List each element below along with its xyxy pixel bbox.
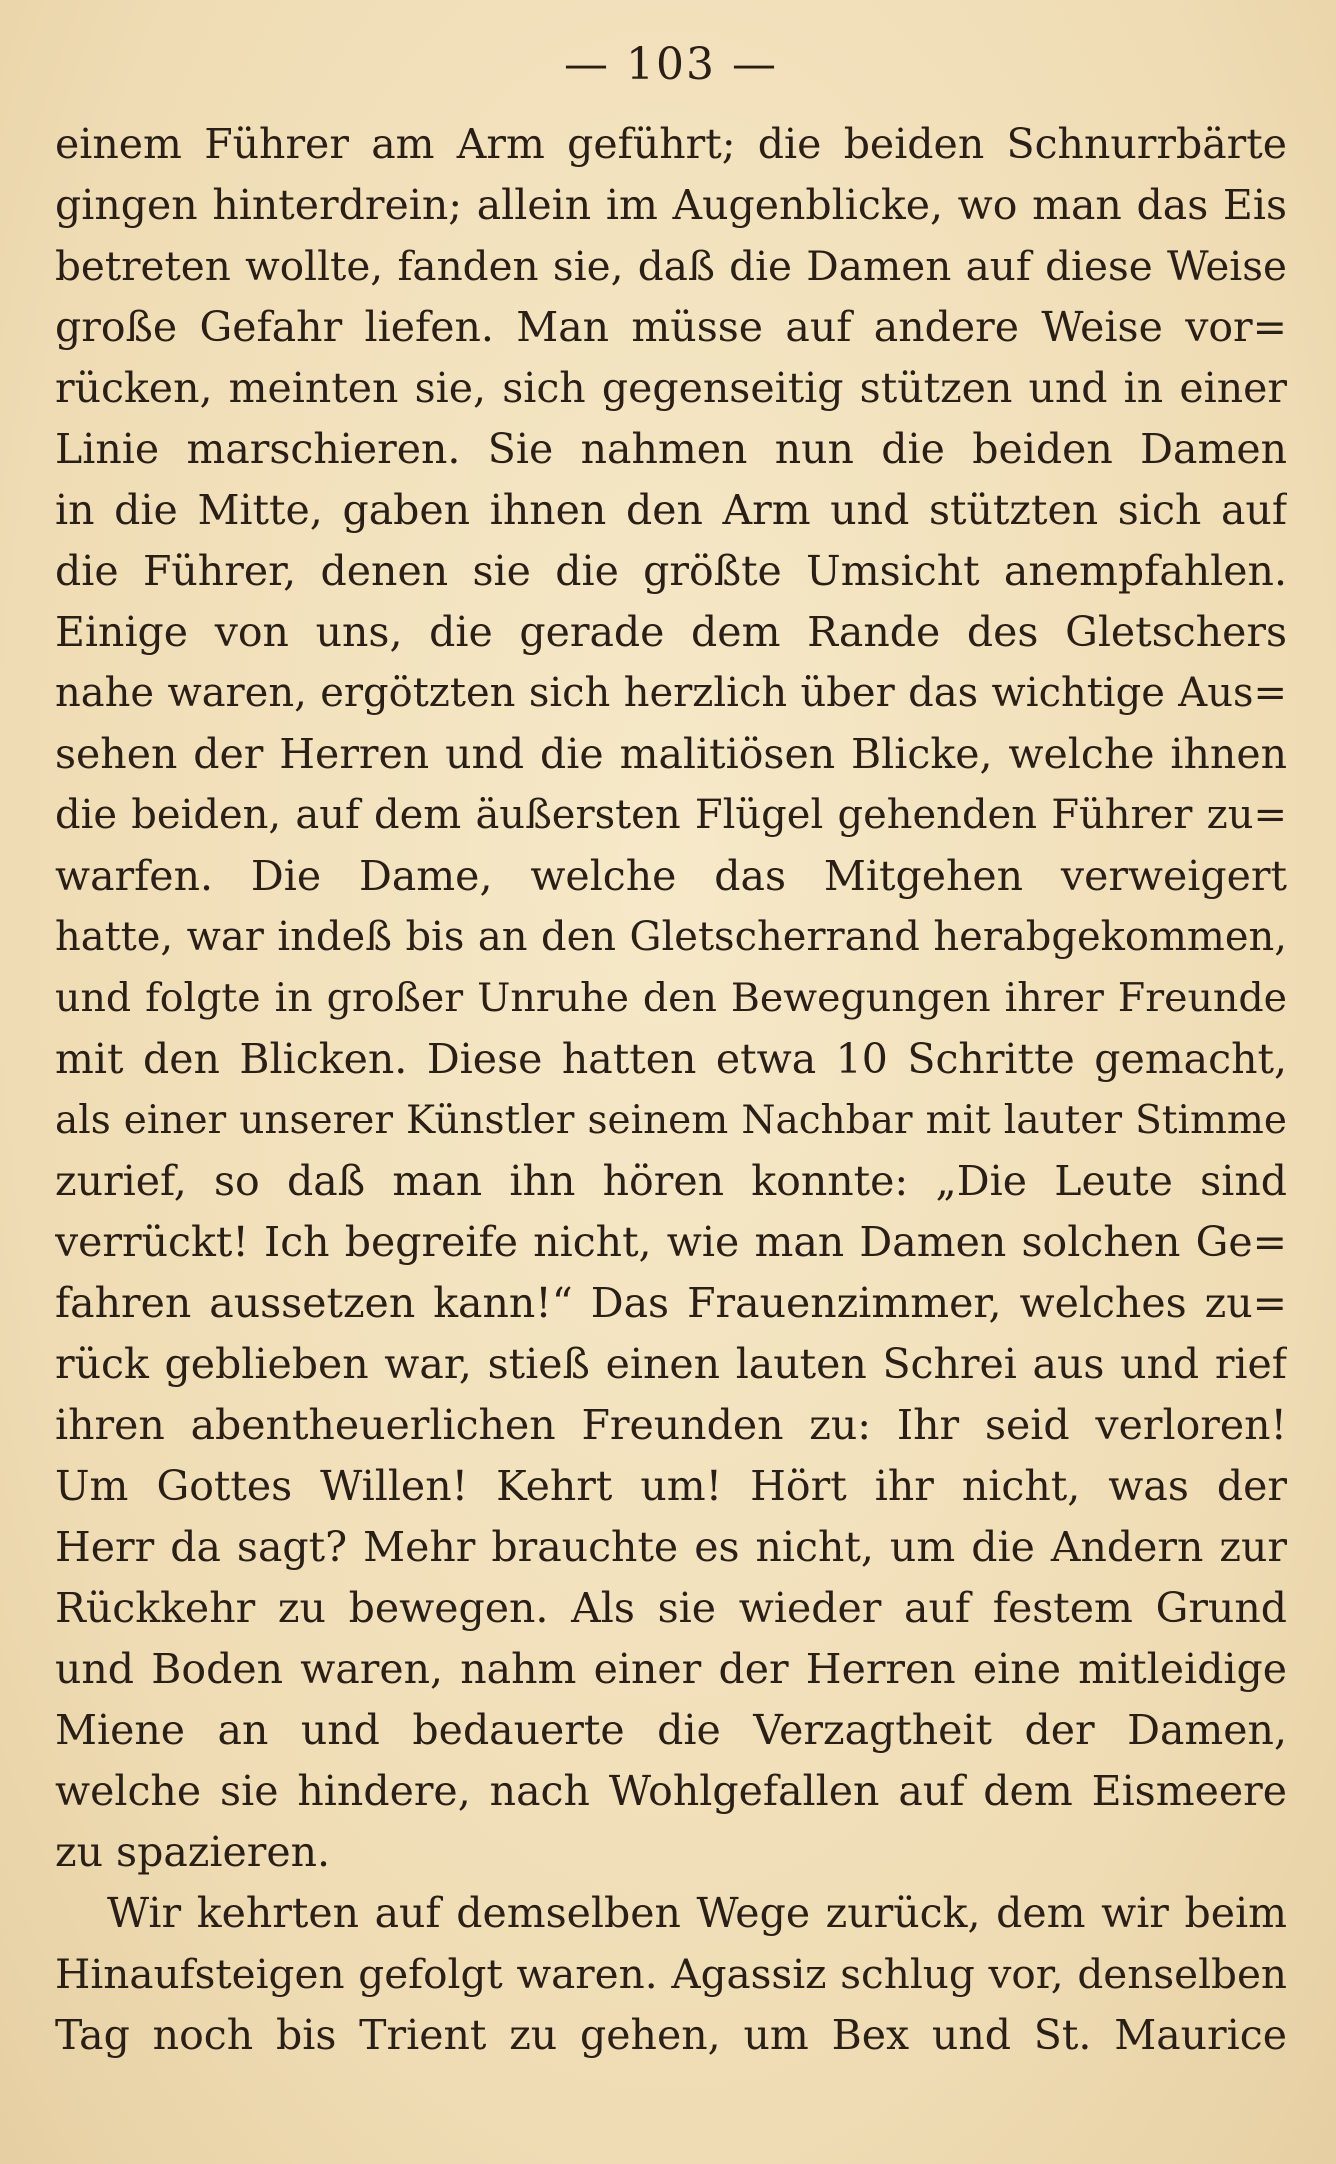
- paragraph-end-line: zu spazieren.: [55, 1828, 331, 1876]
- text-line: sehen der Herren und die malitiösen Blicke, welche ihnen: [55, 730, 1287, 778]
- text-line: betreten wollte, fanden sie, daß die Damen auf diese Weise: [55, 242, 1287, 290]
- text-line: Hinaufsteigen gefolgt waren. Agassiz schlug vor, denselben: [55, 1950, 1287, 1998]
- paragraph-start-line: Wir kehrten auf demselben Wege zurück, dem wir beim: [107, 1889, 1287, 1937]
- text-line: welche sie hindere, nach Wohlgefallen auf dem Eismeere: [55, 1767, 1287, 1815]
- text-line: nahe waren, ergötzten sich herzlich über das wichtige Aus=: [55, 670, 1287, 716]
- text-line: verrückt! Ich begreife nicht, wie man Damen solchen Ge=: [55, 1218, 1287, 1266]
- text-line: einem Führer am Arm geführt; die beiden Schnurrbärte: [55, 120, 1287, 168]
- book-page: [55, 30, 1287, 2066]
- text-line: rücken, meinten sie, sich gegenseitig stützen und in einer: [55, 364, 1287, 412]
- text-line: gingen hinterdrein; allein im Augenblicke, wo man das Eis: [55, 181, 1287, 229]
- text-line: Tag noch bis Trient zu gehen, um Bex und St. Maurice: [55, 2011, 1287, 2059]
- text-line: Herr da sagt? Mehr brauchte es nicht, um die Andern zur: [55, 1523, 1287, 1571]
- text-line: in die Mitte, gaben ihnen den Arm und stützten sich auf: [55, 486, 1287, 534]
- text-line: hatte, war indeß bis an den Gletscherrand herabgekommen,: [55, 914, 1287, 960]
- text-line: und folgte in großer Unruhe den Bewegungen ihrer Freunde: [55, 975, 1287, 1021]
- text-line: ihren abentheuerlichen Freunden zu: Ihr seid verloren!: [55, 1401, 1287, 1449]
- text-line: die Führer, denen sie die größte Umsicht anempfahlen.: [55, 547, 1287, 595]
- text-line: und Boden waren, nahm einer der Herren eine mitleidige: [55, 1645, 1287, 1693]
- text-line: als einer unserer Künstler seinem Nachbar mit lauter Stimme: [55, 1098, 1287, 1143]
- text-line: Einige von uns, die gerade dem Rande des Gletschers: [55, 608, 1287, 656]
- page-number: — 103 —: [564, 39, 778, 90]
- text-line: Miene an und bedauerte die Verzagtheit der Damen,: [55, 1706, 1287, 1754]
- text-line: zurief, so daß man ihn hören konnte: „Die Leute sind: [55, 1157, 1287, 1205]
- text-line: warfen. Die Dame, welche das Mitgehen verweigert: [55, 852, 1287, 900]
- text-line: fahren aussetzen kann!“ Das Frauenzimmer, welches zu=: [55, 1279, 1287, 1327]
- text-line: mit den Blicken. Diese hatten etwa 10 Schritte gemacht,: [55, 1035, 1287, 1083]
- text-line: Rückkehr zu bewegen. Als sie wieder auf festem Grund: [55, 1584, 1287, 1632]
- text-line: die beiden, auf dem äußersten Flügel gehenden Führer zu=: [55, 792, 1287, 838]
- body-text: [55, 114, 1287, 2066]
- text-line: große Gefahr liefen. Man müsse auf andere Weise vor=: [55, 303, 1287, 351]
- text-line: Um Gottes Willen! Kehrt um! Hört ihr nicht, was der: [55, 1462, 1287, 1510]
- text-line: rück geblieben war, stieß einen lauten Schrei aus und rief: [55, 1340, 1287, 1388]
- text-line: Linie marschieren. Sie nahmen nun die beiden Damen: [55, 425, 1287, 473]
